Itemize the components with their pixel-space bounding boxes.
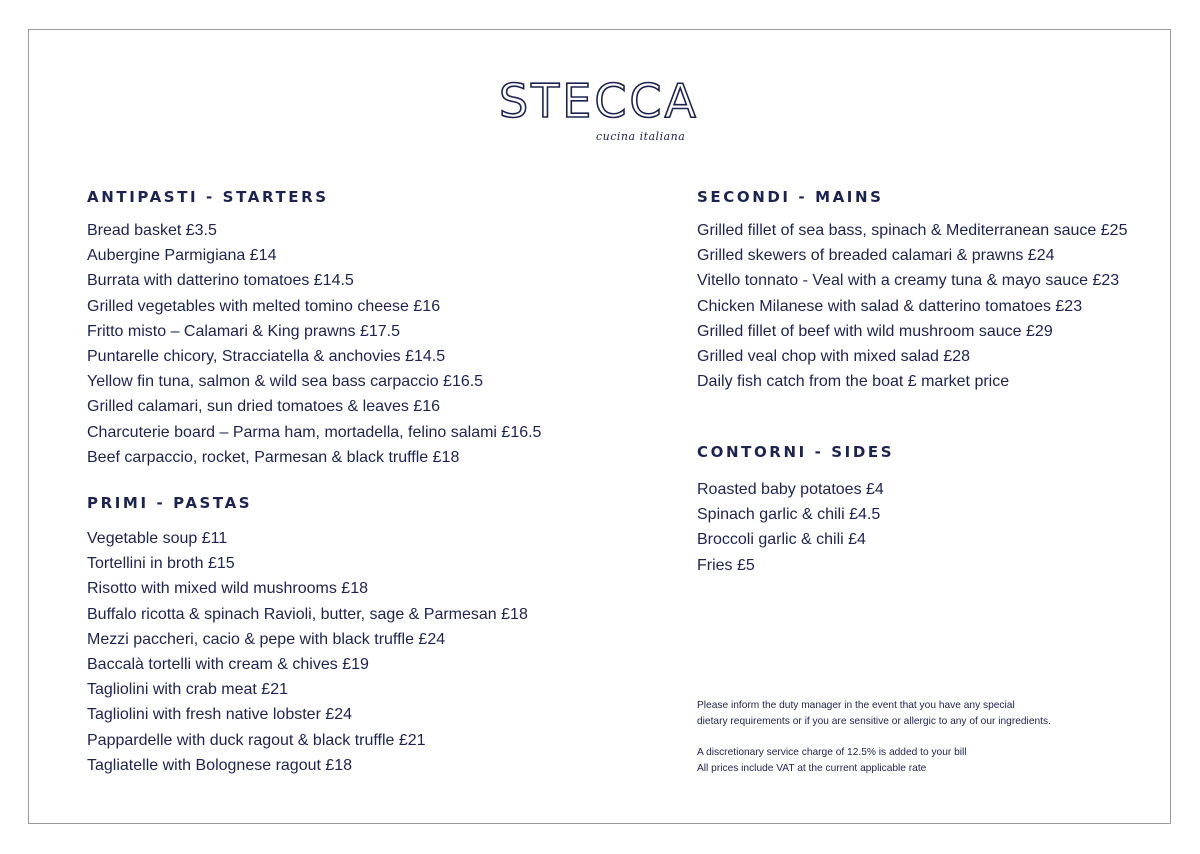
menu-item: Broccoli garlic & chili £4 [697,531,866,549]
menu-item: Grilled skewers of breaded calamari & prawns £24 [697,247,1055,265]
allergy-notice [697,698,1051,730]
section-title-pastas: PRIMI - PASTAS [87,494,253,512]
pastas-list [87,526,528,778]
menu-item: Fritto misto – Calamari & King prawns £17.5 [87,322,401,340]
menu-item: Risotto with mixed wild mushrooms £18 [87,580,368,598]
menu-item: Aubergine Parmigiana £14 [87,247,277,265]
allergy-notice-line: Please inform the duty manager in the event that you have any special [697,700,1015,711]
menu-item: Tortellini in broth £15 [87,555,235,573]
menu-item: Bread basket £3.5 [87,222,217,239]
brand-name: STECCA [498,74,700,128]
section-title-starters: ANTIPASTI - STARTERS [87,188,329,206]
starters-list [87,218,541,470]
menu-item: Mezzi paccheri, cacio & pepe with black truffle £24 [87,630,446,648]
menu-item: Chicken Milanese with salad & datterino tomatoes £23 [697,297,1083,315]
menu-item: Burrata with datterino tomatoes £14.5 [87,272,354,290]
menu-item: Tagliolini with fresh native lobster £24 [87,706,353,724]
menu-item: Beef carpaccio, rocket, Parmesan & black truffle £18 [87,448,460,466]
menu-item: Vitello tonnato - Veal with a creamy tuna & mayo sauce £23 [697,272,1120,290]
menu-item: Tagliolini with crab meat £21 [87,681,288,699]
menu-item: Pappardelle with duck ragout & black truffle £21 [87,731,426,749]
menu-item: Daily fish catch from the boat £ market price [697,373,1010,391]
menu-item: Baccalà tortelli with cream & chives £19 [87,655,369,673]
mains-list [697,218,1127,394]
menu-item: Puntarelle chicory, Stracciatella & anchovies £14.5 [87,347,446,365]
section-title-sides: CONTORNI - SIDES [697,443,895,461]
menu-item: Grilled fillet of beef with wild mushroom sauce £29 [697,322,1053,340]
menu-item: Grilled calamari, sun dried tomatoes & leaves £16 [87,398,441,416]
menu-item: Buffalo ricotta & spinach Ravioli, butter, sage & Parmesan £18 [87,605,528,623]
menu-item: Charcuterie board – Parma ham, mortadella, felino salami £16.5 [87,423,542,441]
service-charge-notice [697,745,967,777]
brand-logo [0,74,1200,128]
menu-item: Grilled veal chop with mixed salad £28 [697,347,971,365]
menu-item: Yellow fin tuna, salmon & wild sea bass carpaccio £16.5 [87,373,484,391]
menu-item: Grilled vegetables with melted tomino cheese £16 [87,297,441,315]
vat-line: All prices include VAT at the current applicable rate [697,763,927,774]
menu-item: Fries £5 [697,556,755,574]
menu-item: Tagliatelle with Bolognese ragout £18 [87,756,353,774]
service-charge-line: A discretionary service charge of 12.5% is added to your bill [697,747,967,758]
allergy-notice-line: dietary requirements or if you are sensitive or allergic to any of our ingredients. [697,716,1051,727]
menu-item: Spinach garlic & chili £4.5 [697,506,881,524]
menu-item: Vegetable soup £11 [87,530,228,547]
section-title-mains: SECONDI - MAINS [697,188,884,206]
menu-item: Grilled fillet of sea bass, spinach & Mediterranean sauce £25 [697,222,1128,239]
sides-list [697,477,884,578]
menu-item: Roasted baby potatoes £4 [697,481,884,498]
brand-tagline: cucina italiana [596,130,686,143]
